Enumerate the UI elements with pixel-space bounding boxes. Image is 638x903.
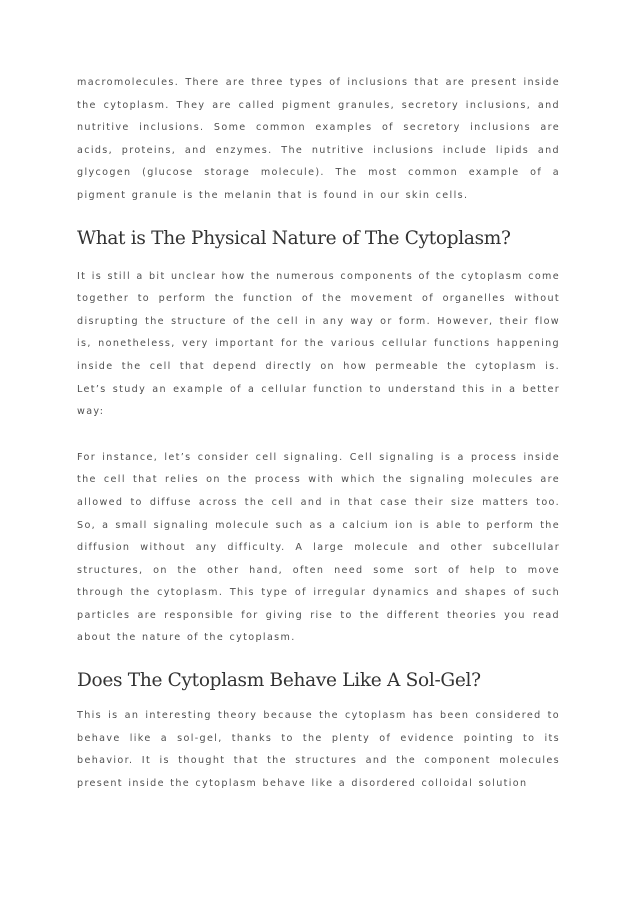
document-page [77, 72, 560, 795]
heading-physical-nature: What is The Physical Nature of The Cytoplasm? [77, 227, 511, 249]
heading-sol-gel: Does The Cytoplasm Behave Like A Sol-Gel? [77, 670, 481, 692]
paragraph-spacer [77, 424, 560, 447]
paragraph-physical-nature: It is still a bit unclear how the numerous components of the cytoplasm come together to perform the function of the movement of organelles without disrupting the structure of the cell in any way or form. However, their flow is, nonetheless, very important for the various cellular functions happening inside the cell that depend directly on how permeable the cytoplasm is. Let’s study an example of a cellular function to understand this in a better way: [77, 270, 560, 418]
paragraph-inclusions: macromolecules. There are three types of inclusions that are present inside the cytoplasm. They are called pigment granules, secretory inclusions, and nutritive inclusions. Some common examples of secretory inclusions are acids, proteins, and enzymes. The nutritive inclusions include lipids and glycogen (glucose storage molecule). The most common example of a pigment granule is the melanin that is found in our skin cells. [77, 77, 560, 201]
paragraph-sol-gel: This is an interesting theory because the cytoplasm has been considered to behave like a sol-gel, thanks to the plenty of evidence pointing to its behavior. It is thought that the structures and the component molecules present inside the cytoplasm behave like a disordered colloidal solution [77, 710, 560, 789]
paragraph-cell-signaling: For instance, let’s consider cell signaling. Cell signaling is a process inside the cell that relies on the process with which the signaling molecules are allowed to diffuse across the cell and in that case their size matters too. So, a small signaling molecule such as a calcium ion is able to perform the diffusion without any difficulty. A large molecule and other subcellular structures, on the other hand, often need some sort of help to move through the cytoplasm. This type of irregular dynamics and shapes of such particles are responsible for giving rise to the different theories you read about the nature of the cytoplasm. [77, 451, 560, 644]
